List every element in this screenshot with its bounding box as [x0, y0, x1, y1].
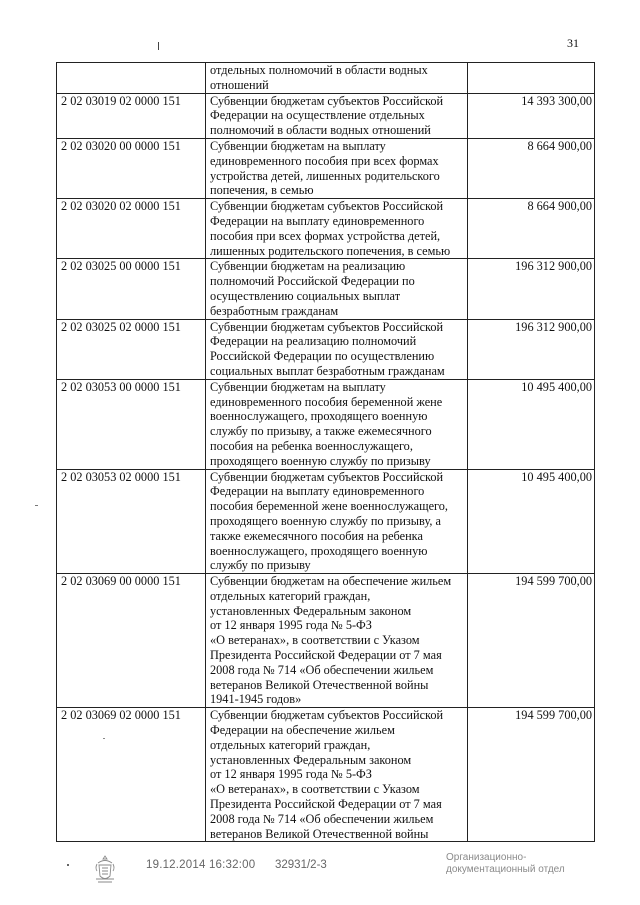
table-row	[57, 63, 595, 94]
table-row	[57, 93, 595, 138]
description-line: Федерации на реализацию полномочий	[210, 334, 417, 349]
description-line: военнослужащего, проходящего военную	[210, 543, 428, 558]
table-row	[57, 259, 595, 319]
description-line: «О ветеранах», в соответствии с Указом	[210, 633, 420, 648]
budget-code-cell: 2 02 03020 02 0000 151	[57, 199, 206, 259]
margin-dash	[35, 505, 38, 506]
table-row	[57, 469, 595, 574]
description-line: Субвенции бюджетам субъектов Российской	[210, 93, 444, 108]
description-line: ветеранов Великой Отечественной войны	[210, 677, 429, 692]
description-line: Президента Российской Федерации от 7 мая	[210, 797, 442, 812]
description-line: Федерации на выплату единовременного	[210, 213, 425, 228]
description-line: лишенных родительского попечения, в семью	[210, 243, 451, 258]
description-line: безработным гражданам	[210, 303, 339, 318]
description-cell	[206, 259, 468, 319]
description-line: установленных Федеральным законом	[210, 752, 412, 767]
description-cell	[206, 379, 468, 469]
description-line: Российской Федерации по осуществлению	[210, 349, 435, 364]
budget-code-cell: 2 02 03020 00 0000 151	[57, 138, 206, 198]
description-line: Субвенции бюджетам на обеспечение жильем	[210, 574, 452, 589]
description-line: единовременного пособия беременной жене	[210, 394, 443, 409]
amount-cell: 194 599 700,00	[468, 708, 595, 842]
description-line: проходящего военную службу по призыву	[210, 453, 431, 468]
description-line: осуществлению социальных выплат	[210, 288, 401, 303]
table-row	[57, 379, 595, 469]
description-cell	[206, 708, 468, 842]
description-line: проходящего военную службу по призыву, а	[210, 513, 441, 528]
table-row	[57, 138, 595, 198]
amount-cell: 8 664 900,00	[468, 199, 595, 259]
description-line: Субвенции бюджетам субъектов Российской	[210, 469, 444, 484]
description-cell	[206, 63, 468, 94]
description-cell	[206, 319, 468, 379]
amount-cell: 10 495 400,00	[468, 469, 595, 574]
description-cell	[206, 199, 468, 259]
description-line: Федерации на выплату единовременного	[210, 484, 425, 499]
description-line: Субвенции бюджетам субъектов Российской	[210, 319, 444, 334]
amount-cell: 196 312 900,00	[468, 259, 595, 319]
registration-number: 32931/2-3	[275, 859, 327, 871]
table-row	[57, 319, 595, 379]
description-line: от 12 января 1995 года № 5-ФЗ	[210, 767, 372, 782]
budget-code-cell: 2 02 03025 02 0000 151	[57, 319, 206, 379]
description-cell	[206, 574, 468, 708]
description-line: отношений	[210, 77, 269, 92]
description-line: пособия на ребенка военнослужащего,	[210, 438, 413, 453]
description-line: от 12 января 1995 года № 5-ФЗ	[210, 618, 372, 633]
description-line: Субвенции бюджетам субъектов Российской	[210, 708, 444, 723]
margin-tick-mark	[158, 42, 159, 50]
description-cell	[206, 469, 468, 574]
description-line: пособия беременной жене военнослужащего,	[210, 499, 448, 514]
description-line: Субвенции бюджетам на выплату	[210, 138, 386, 153]
department-stamp	[446, 852, 565, 876]
description-line: попечения, в семью	[210, 183, 314, 198]
footer-dot	[67, 864, 69, 866]
page-number: 31	[567, 36, 579, 50]
table-row	[57, 708, 595, 842]
description-line: отдельных категорий граждан,	[210, 588, 371, 603]
budget-code-cell	[57, 63, 206, 94]
amount-cell: 14 393 300,00	[468, 93, 595, 138]
description-line: полномочий Российской Федерации по	[210, 274, 415, 289]
description-line: Федерации на обеспечение жильем	[210, 723, 395, 738]
budget-code-cell: 2 02 03069 02 0000 151	[57, 708, 206, 842]
description-line: также ежемесячного пособия на ребенка	[210, 528, 423, 543]
description-line: службу по призыву, а также ежемесячного	[210, 424, 432, 439]
coat-of-arms-emblem	[92, 854, 118, 884]
description-line: 2008 года № 714 «Об обеспечении жильем	[210, 662, 434, 677]
description-line: установленных Федеральным законом	[210, 603, 412, 618]
budget-code-cell: 2 02 03069 00 0000 151	[57, 574, 206, 708]
description-line: отдельных полномочий в области водных	[210, 63, 428, 77]
amount-cell	[468, 63, 595, 94]
description-line: полномочий в области водных отношений	[210, 123, 431, 138]
description-line: Субвенции бюджетам на выплату	[210, 379, 386, 394]
description-line: устройства детей, лишенных родительского	[210, 168, 440, 183]
description-line: отдельных категорий граждан,	[210, 737, 371, 752]
amount-cell: 194 599 700,00	[468, 574, 595, 708]
subvention-table	[56, 62, 595, 842]
department-line: документационный отдел	[446, 864, 565, 875]
description-line: Субвенции бюджетам субъектов Российской	[210, 199, 444, 214]
table-row	[57, 574, 595, 708]
description-line: Субвенции бюджетам на реализацию	[210, 259, 406, 274]
description-line: Президента Российской Федерации от 7 мая	[210, 648, 442, 663]
description-line: службу по призыву	[210, 558, 311, 573]
budget-code-cell: 2 02 03019 02 0000 151	[57, 93, 206, 138]
description-line: военнослужащего, проходящего военную	[210, 409, 428, 424]
amount-cell: 8 664 900,00	[468, 138, 595, 198]
budget-code-cell: 2 02 03053 02 0000 151	[57, 469, 206, 574]
description-line: социальных выплат безработным гражданам	[210, 363, 445, 378]
description-line: 1941-1945 годов»	[210, 692, 302, 707]
description-line: Федерации на осуществление отдельных	[210, 108, 425, 123]
description-line: ветеранов Великой Отечественной войны	[210, 826, 429, 841]
table-row	[57, 199, 595, 259]
amount-cell: 10 495 400,00	[468, 379, 595, 469]
amount-cell: 196 312 900,00	[468, 319, 595, 379]
department-line: Организационно-	[446, 852, 527, 863]
description-line: 2008 года № 714 «Об обеспечении жильем	[210, 811, 434, 826]
registration-timestamp: 19.12.2014 16:32:00	[146, 859, 256, 871]
description-cell	[206, 93, 468, 138]
description-line: «О ветеранах», в соответствии с Указом	[210, 782, 420, 797]
description-line: пособия при всех формах устройства детей,	[210, 228, 441, 243]
page-footer	[0, 850, 640, 900]
budget-code-cell: 2 02 03053 00 0000 151	[57, 379, 206, 469]
description-line: единовременного пособия при всех формах	[210, 153, 439, 168]
budget-code-cell: 2 02 03025 00 0000 151	[57, 259, 206, 319]
description-cell	[206, 138, 468, 198]
table-body	[57, 63, 595, 842]
